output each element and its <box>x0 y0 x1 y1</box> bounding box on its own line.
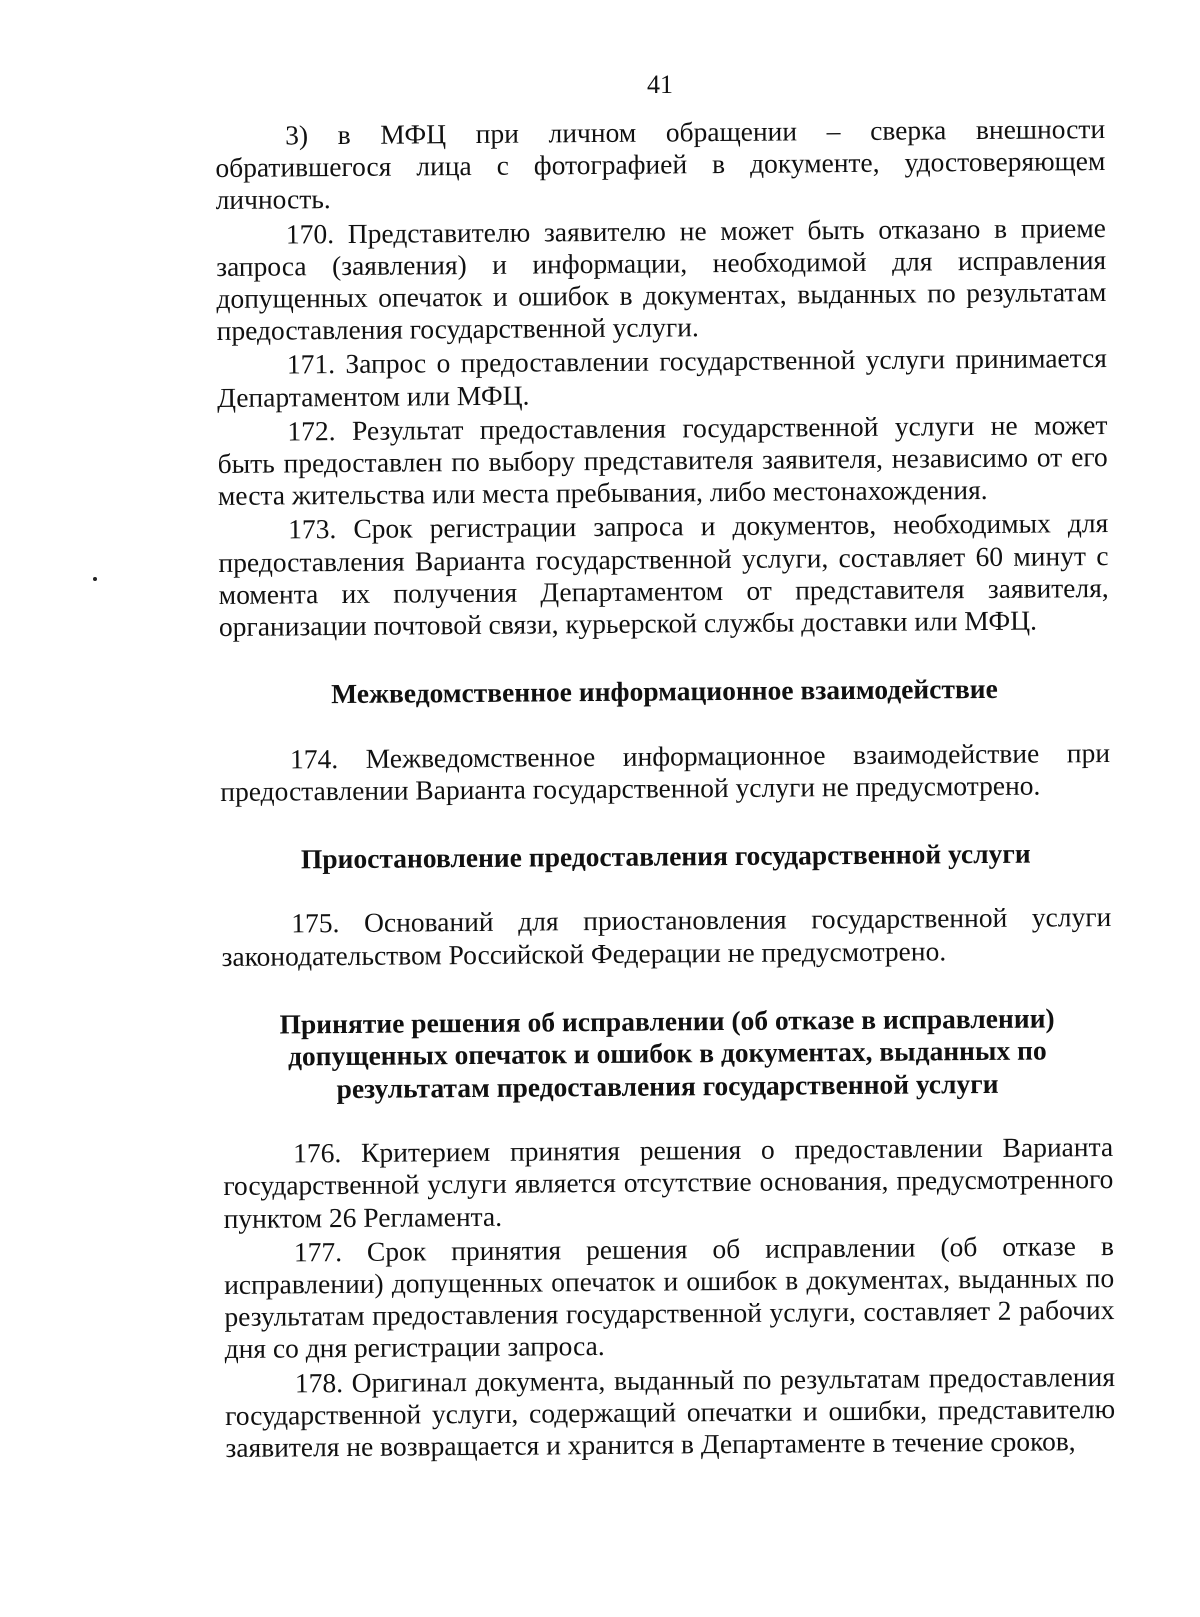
paragraph-178: 178. Оригинал документа, выданный по результатам предоставления государственной услуги, содержащий опечатки и ошибки, представителю заявителя не возвращается и хранится в Департаменте в течение сроков, <box>225 1360 1116 1463</box>
paragraph-175: 175. Оснований для приостановления государственной услуги законодательством Российской Федерации не предусмотрено. <box>221 901 1112 972</box>
paragraph-176: 176. Критерием принятия решения о предоставлении Варианта государственной услуги является отсутствие основания, предусмотренного пунктом 26 Регламента. <box>223 1131 1114 1234</box>
paragraph-173: 173. Срок регистрации запроса и документов, необходимых для предоставления Варианта государственной услуги, составляет 60 минут с момента их получения Департаментом от представителя заявителя, организации почтовой связи, курьерской службы доставки или МФЦ. <box>218 507 1109 643</box>
paragraph-item-3: 3) в МФЦ при личном обращении – сверка внешности обратившегося лица с фотографией в документе, удостоверяющем личность. <box>215 113 1106 216</box>
heading-suspension: Приостановление предоставления государственной услуги <box>300 837 1031 875</box>
paragraph-177: 177. Срок принятия решения об исправлении (об отказе в исправлении) допущенных опечаток и ошибок в документах, выданных по результатам предоставления государственной услуги, составляет 2 рабочих дня со дня регистрации запроса. <box>224 1229 1115 1365</box>
heading-interagency: Межведомственное информационное взаимодействие <box>331 673 998 710</box>
paragraph-172: 172. Результат предоставления государственной услуги не может быть предоставлен по выбору представителя заявителя, независимо от его места жительства или места пребывания, либо местонахождения. <box>217 408 1108 512</box>
paragraph-174: 174. Межведомственное информационное взаимодействие при предоставлении Варианта государственной услуги не предусмотрено. <box>220 736 1111 807</box>
heading-decision: Принятие решения об исправлении (об отказе в исправлении) допущенных опечаток и ошибок в документах, выданных по результатам предоставления государственной услуги <box>279 1002 1055 1104</box>
paragraph-170: 170. Представителю заявителю не может быть отказано в приеме запроса (заявления) и информации, необходимой для исправления допущенных опечаток и ошибок в документах, выданных по результатам предоставления государственной услуги. <box>216 211 1107 347</box>
document-body <box>215 113 1116 1464</box>
paragraph-171: 171. Запрос о предоставлении государственной услуги принимается Департаментом или МФЦ. <box>217 342 1108 413</box>
scan-speck <box>93 577 97 581</box>
page-number: 41 <box>647 70 673 99</box>
